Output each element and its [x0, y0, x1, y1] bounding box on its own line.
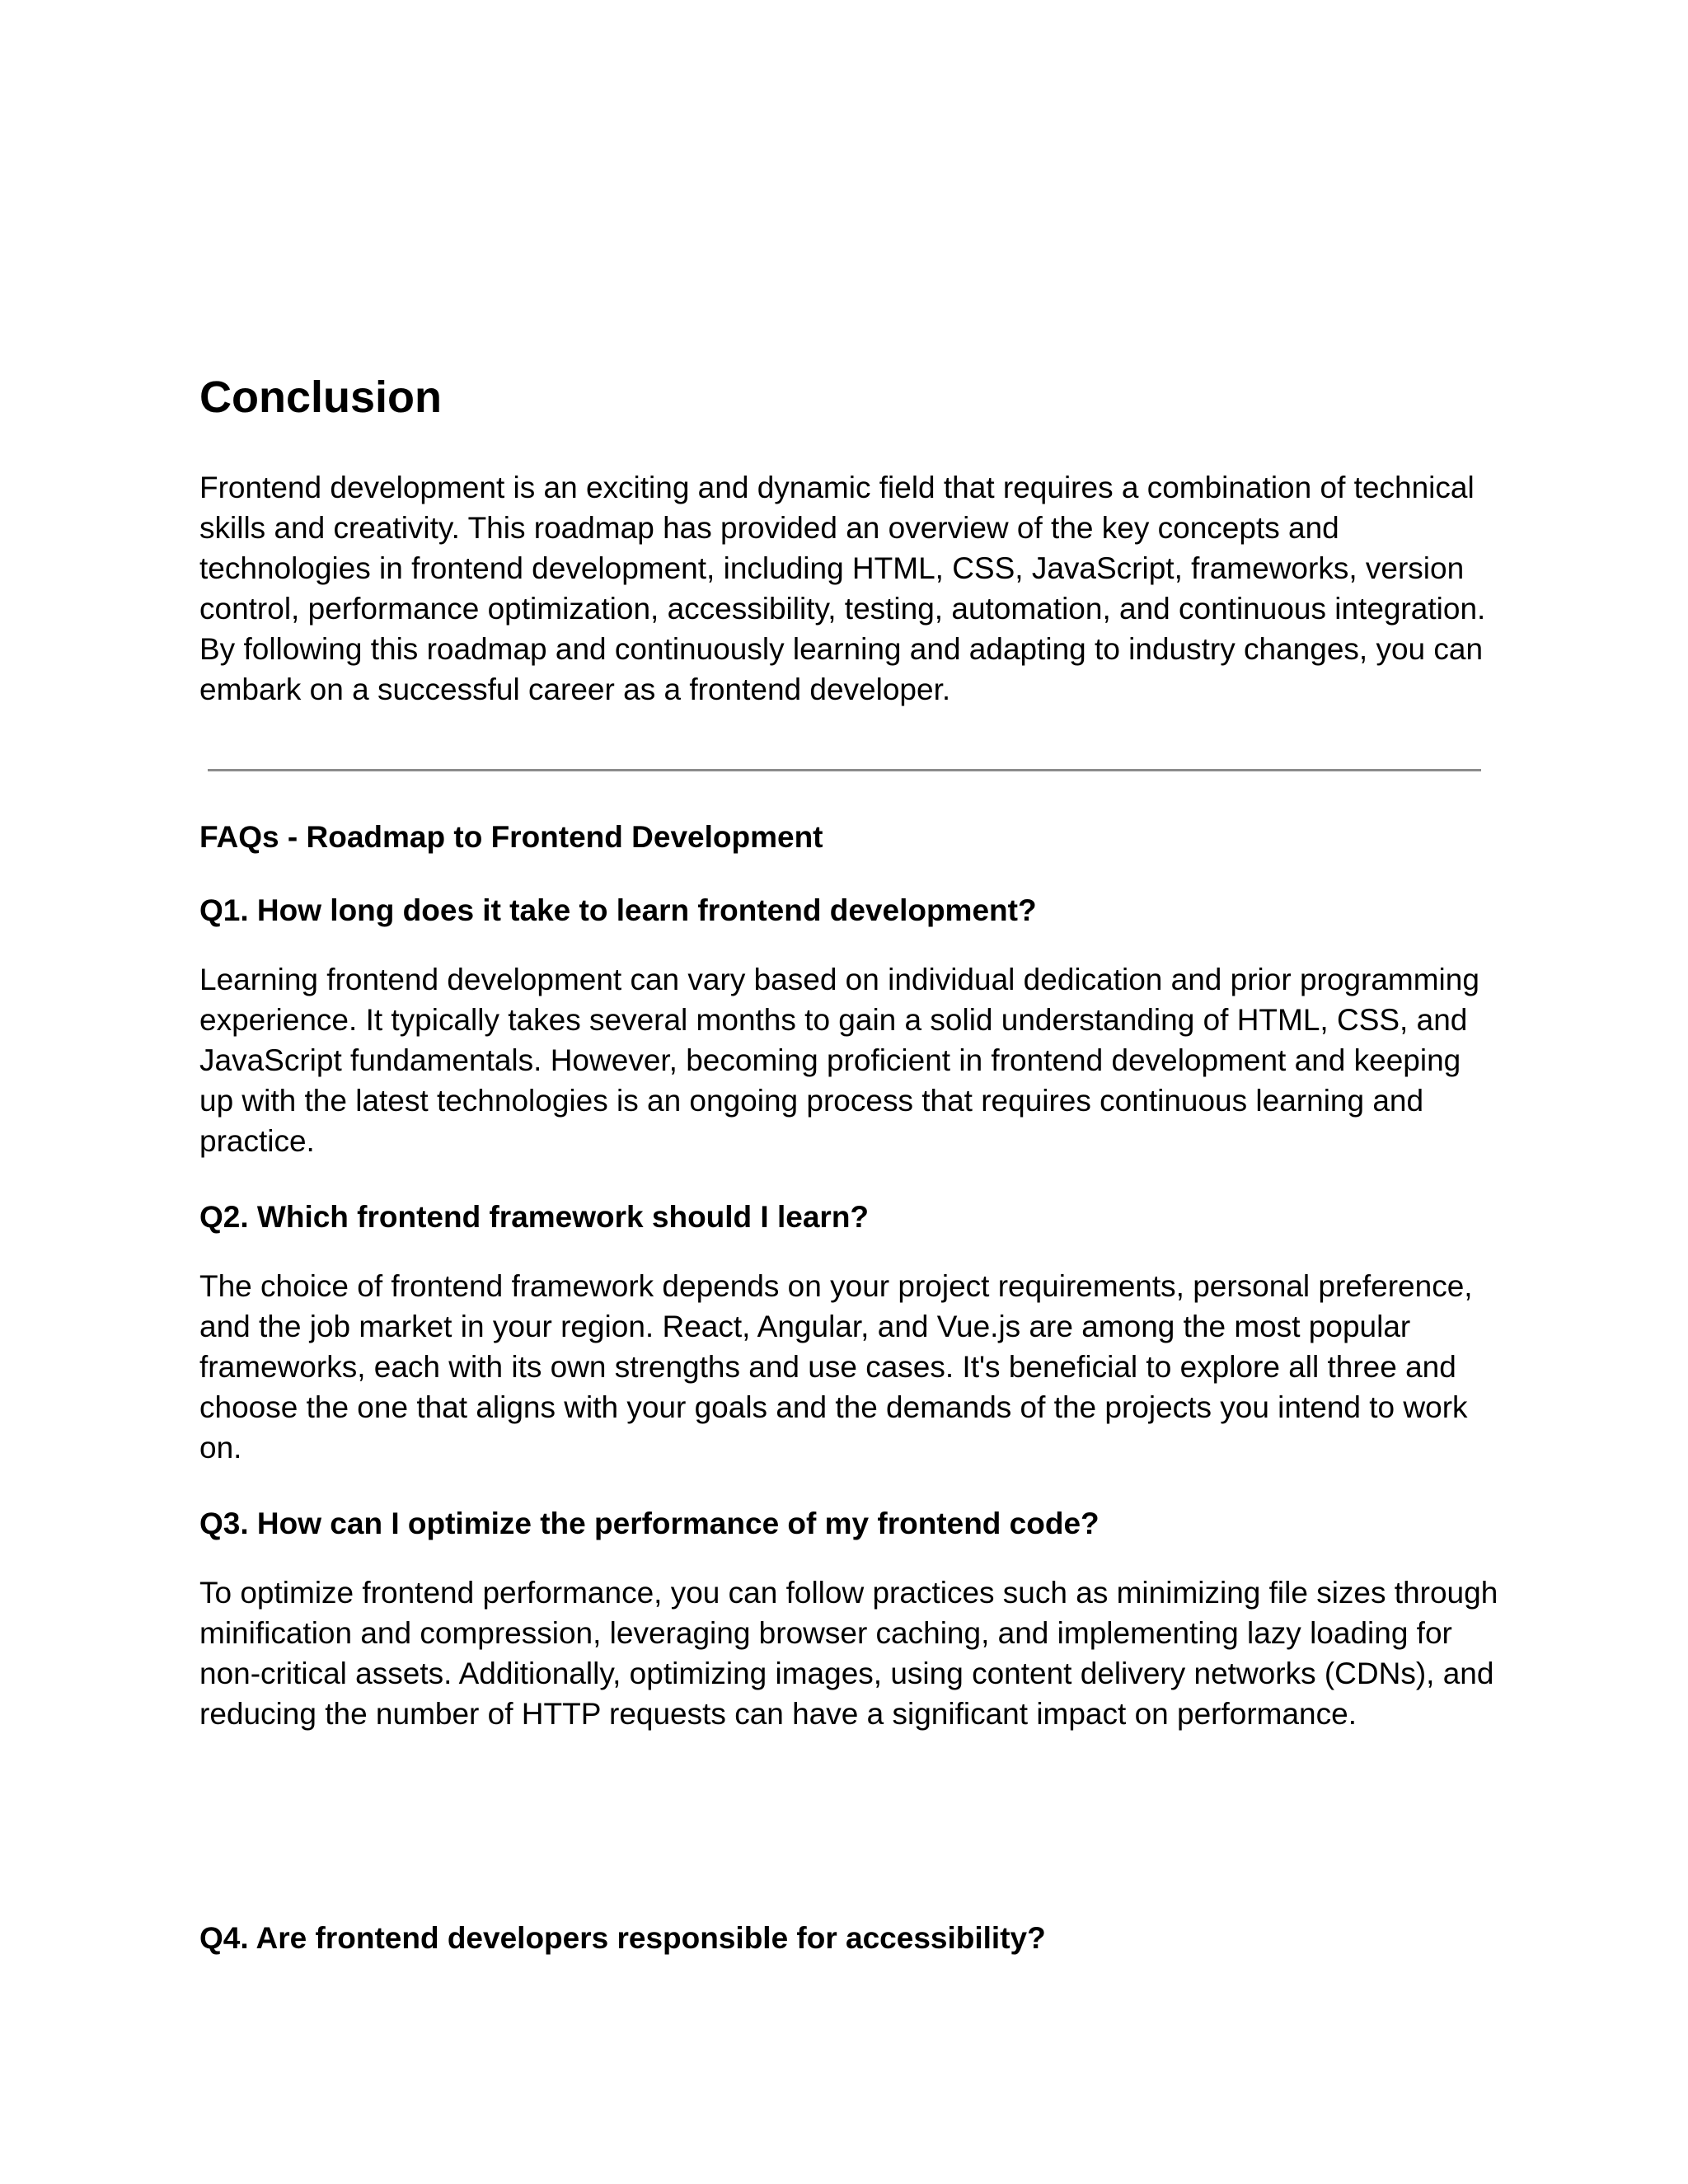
conclusion-heading: Conclusion — [199, 373, 442, 422]
paragraph-line: The choice of frontend framework depends on your project requirements, personal preference, — [199, 1269, 1473, 1303]
conclusion-paragraph — [199, 467, 1502, 710]
faq-question-4: Q4. Are frontend developers responsible for accessibility? — [199, 1921, 1046, 1955]
faqs-heading: FAQs - Roadmap to Frontend Development — [199, 820, 823, 854]
paragraph-line: By following this roadmap and continuously learning and adapting to industry changes, you can — [199, 632, 1484, 666]
faq-answer-1 — [199, 959, 1502, 1161]
faq-answer-2 — [199, 1266, 1502, 1468]
paragraph-line: JavaScript fundamentals. However, becoming proficient in frontend development and keeping — [199, 1043, 1461, 1077]
paragraph-line: experience. It typically takes several months to gain a solid understanding of HTML, CSS, and — [199, 1003, 1468, 1037]
paragraph-line: reducing the number of HTTP requests can have a significant impact on performance. — [199, 1697, 1357, 1731]
faq-question-2: Q2. Which frontend framework should I learn? — [199, 1200, 870, 1234]
paragraph-line: and the job market in your region. React, Angular, and Vue.js are among the most popular — [199, 1310, 1411, 1343]
paragraph-line: control, performance optimization, accessibility, testing, automation, and continuous integration. — [199, 592, 1486, 626]
paragraph-line: Frontend development is an exciting and dynamic field that requires a combination of technical — [199, 471, 1475, 504]
paragraph-line: up with the latest technologies is an ongoing process that requires continuous learning and — [199, 1084, 1424, 1118]
paragraph-line: skills and creativity. This roadmap has provided an overview of the key concepts and — [199, 511, 1339, 545]
paragraph-line: choose the one that aligns with your goals and the demands of the projects you intend to work — [199, 1390, 1468, 1424]
paragraph-line: technologies in frontend development, including HTML, CSS, JavaScript, frameworks, version — [199, 551, 1465, 585]
paragraph-line: minification and compression, leveraging browser caching, and implementing lazy loading for — [199, 1616, 1452, 1650]
paragraph-line: non-critical assets. Additionally, optimizing images, using content delivery networks (CDNs), and — [199, 1657, 1494, 1690]
horizontal-divider — [208, 769, 1481, 771]
paragraph-line: Learning frontend development can vary based on individual dedication and prior programming — [199, 963, 1479, 996]
paragraph-line: To optimize frontend performance, you can follow practices such as minimizing file sizes through — [199, 1576, 1498, 1610]
paragraph-line: practice. — [199, 1124, 315, 1158]
faq-answer-3 — [199, 1572, 1502, 1734]
faq-question-3: Q3. How can I optimize the performance of my frontend code? — [199, 1507, 1100, 1540]
faq-question-1: Q1. How long does it take to learn frontend development? — [199, 893, 1037, 927]
paragraph-line: on. — [199, 1431, 242, 1465]
paragraph-line: embark on a successful career as a frontend developer. — [199, 673, 951, 706]
paragraph-line: frameworks, each with its own strengths and use cases. It's beneficial to explore all three and — [199, 1350, 1456, 1384]
